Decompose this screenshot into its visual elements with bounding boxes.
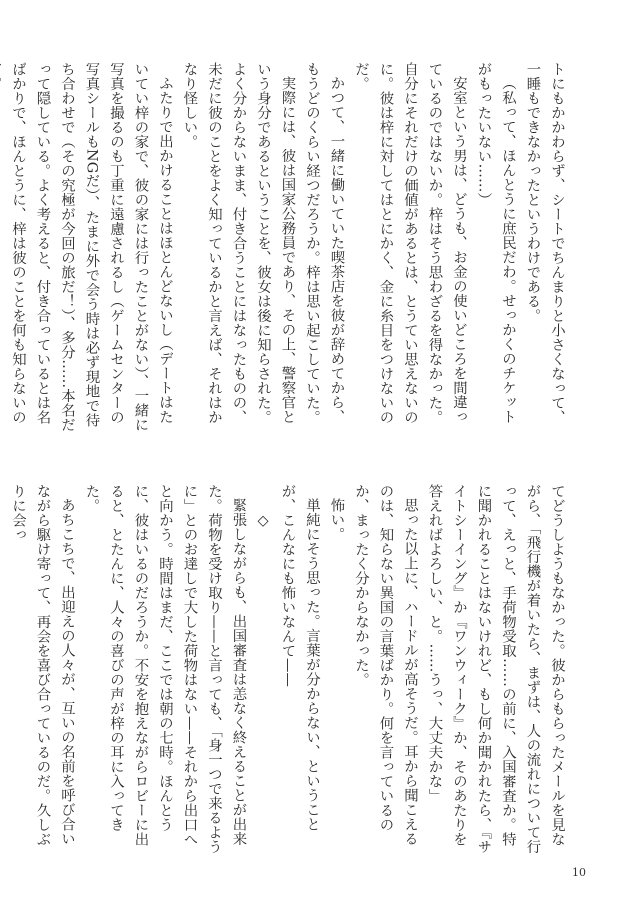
paragraph: 単純にそう思った。言葉が分からない、ということが、こんなにも怖いなんて——: [279, 484, 320, 832]
paragraph: 思った以上に、ハードルが高そうだ。耳から聞こえるのは、知らない異国の言葉ばかり。何を言っているのか、まったく分からなかった。: [353, 484, 418, 847]
paragraph: ふたりで出かけることはほとんどないし（デートはたいてい梓の家で、彼の家には行ったことがない）、一緒に写真を撮るのも丁重に遠慮されるし（ゲームセンターの写真シールもNGだ）、たまに外で会う時は必ず現地で待ち合わせで（その究極が今回の旅だ！）、多分……本名だって隠している。よく考えると、付き合っているとは名ばかりで、ほんとうに、梓は彼のことを何も知らないの: [10, 62, 173, 432]
paragraph: てどうしようもなかった。彼からもらったメールを見ながら、「飛行機が着いたら、まずは、人の流れについて行って、えっと、手荷物受取……の前に、入国審査か。特に聞かれることはないけれど、もし何か聞かれたら、『サイトシーイング』か『ワンウィーク』か、そのあたりを答えればよろしい、と。……うっ、大丈夫かな」: [426, 484, 565, 854]
paragraph: 安室という男は、どうも、お金の使いどころを間違っているのではないか。梓はそう思わざるを得なかった。自分にそれだけの価値があるとは、とうてい思えないのに。彼は梓に対してはとにかく、金に糸目をつけないのだ。: [353, 62, 467, 425]
paragraph: （私って、ほんとうに庶民だわ。せっかくのチケットがもったいない……）: [475, 62, 516, 425]
paragraph: 緊張しながらも、出国審査は恙なく終えることが出来た。荷物を受け取り——と言っても、「身一つで来るように」とのお達しで大した荷物はない——それから出口へと向かう。時間はまだ、ここでは朝の七時。ほんとうに、彼はいるのだろうか。不安を抱えながらロビーに出ると、とたんに、人々の喜びの声が梓の耳に入ってきた。: [83, 484, 247, 854]
paragraph: 実際には、彼は国家公務員であり、その上、警察官という身分であるということを、彼女は後に知らされた。よく分からないまま、付き合うことにはなったものの、未だに彼のことをよく知っているかと言えば、それはかなり怪しい。: [181, 62, 296, 425]
scene-separator: ◇: [255, 512, 271, 529]
paragraph: かつて、一緒に働いていた喫茶店を彼が辞めてから、もうどのくらい経つだろうか。梓は思い起こしていた。: [304, 62, 345, 425]
paragraph: あちこちで、出迎えの人々が、互いの名前を呼び合いながら駆け寄って、再会を喜び合っているのだ。久しぶりに会っ: [10, 484, 75, 847]
page-number: 10: [572, 866, 586, 879]
text-block-top: [10, 62, 569, 432]
text-block-bottom: [10, 484, 569, 854]
paragraph: トにもかかわらず、シートでちんまりと小さくなって、一睡もできなかったというわけである。: [524, 62, 565, 425]
paragraph: 怖い。: [328, 498, 345, 542]
